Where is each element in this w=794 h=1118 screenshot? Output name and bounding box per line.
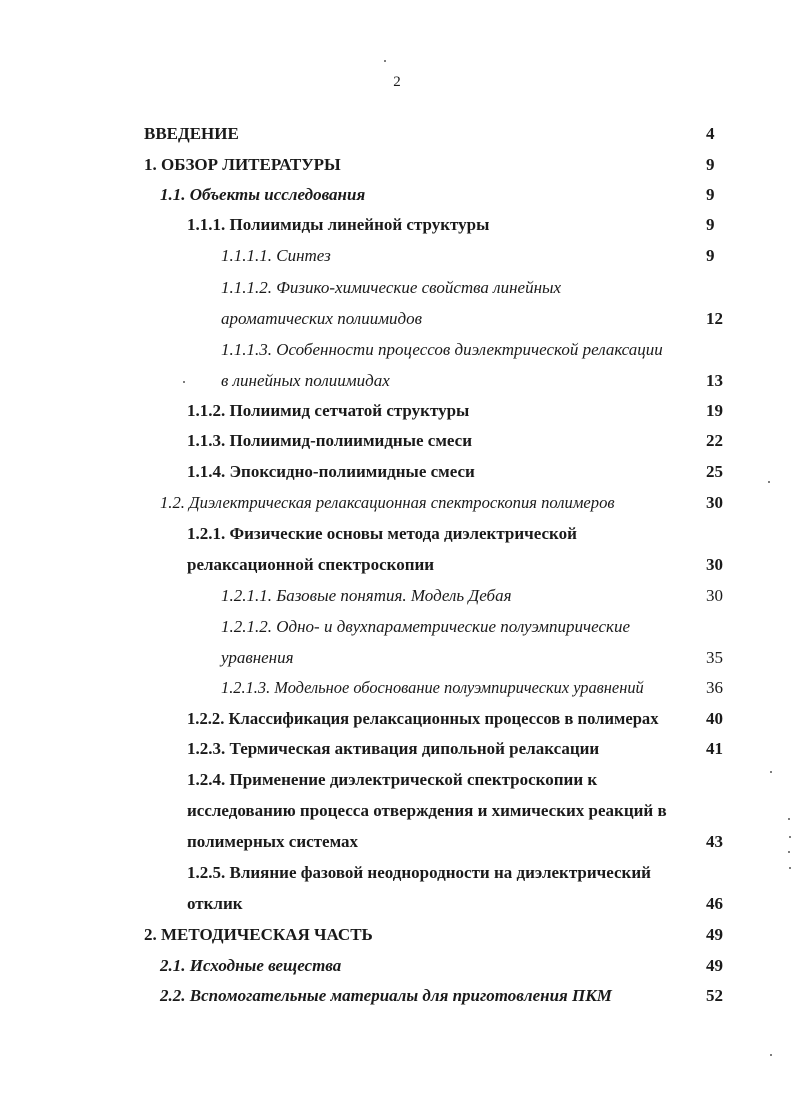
toc-entry-title: 1.2.2. Классификация релаксационных процессов в полимерах [187,709,659,728]
toc-entry-title: ВВЕДЕНИЕ [144,124,239,143]
toc-entry-title: 2.2. Вспомогательные материалы для приготовления ПКМ [160,986,612,1005]
toc-entry-title-continuation: уравнения [221,648,294,667]
toc-entry-page: 30 [706,493,723,512]
toc-entry-page: 52 [706,986,723,1005]
toc-entry-title: 1.2.1.1. Базовые понятия. Модель Дебая [221,586,512,605]
toc-entry-page: 46 [706,894,723,913]
toc-entry-page: 41 [706,739,723,758]
scan-speck [788,818,790,820]
toc-entry-page: 49 [706,956,723,975]
toc-entry-title: 1.2.5. Влияние фазовой неоднородности на диэлектрический [187,863,651,882]
toc-entry-page: 9 [706,155,715,174]
toc-entry-page: 40 [706,709,723,728]
toc-entry-title: 1.2.1. Физические основы метода диэлектрической [187,524,577,543]
toc-entry-page: 43 [706,832,723,851]
toc-entry-title: 1.1.1.1. Синтез [221,246,331,265]
toc-entry-title: 1.2. Диэлектрическая релаксационная спектроскопия полимеров [160,493,615,512]
toc-entry-title: 1.1.1.2. Физико-химические свойства линейных [221,278,562,297]
toc-entry-title: 1.1.1.3. Особенности процессов диэлектрической релаксации [221,340,663,359]
toc-entry-page: 9 [706,185,715,204]
toc-entry-title: 1.1.2. Полиимид сетчатой структуры [187,401,470,420]
toc-entry-page: 19 [706,401,723,420]
toc-entry-page: 9 [706,246,715,265]
toc-entry-page: 22 [706,431,723,450]
scan-speck [789,836,791,838]
toc-entry-title: 1.2.3. Термическая активация дипольной релаксации [187,739,600,758]
toc-entry-page: 4 [706,124,715,143]
scan-speck [770,771,772,773]
toc-entry-page: 49 [706,925,723,944]
toc-entry-page: 9 [706,215,715,234]
toc-entry-title: 2. МЕТОДИЧЕСКАЯ ЧАСТЬ [144,925,373,944]
toc-entry-title-continuation: релаксационной спектроскопии [187,555,435,574]
toc-entry-title-continuation: отклик [187,894,243,913]
scan-speck [770,1054,772,1056]
toc-entry-page: 36 [706,678,723,697]
toc-entry-page: 30 [706,555,723,574]
toc-entry-title-continuation: полимерных системах [187,832,359,851]
toc-entry-title: 1.2.4. Применение диэлектрической спектроскопии к [187,770,598,789]
toc-entry-page: 35 [706,648,723,667]
toc-entry-page: 12 [706,309,723,328]
toc-entry-title: 1.2.1.3. Модельное обоснование полуэмпирических уравнений [221,678,644,697]
toc-entry-page: 30 [706,586,723,605]
toc-entry-page: 25 [706,462,723,481]
toc-entry-title: 1.2.1.2. Одно- и двухпараметрические полуэмпирические [221,617,630,636]
toc-entry-page: 13 [706,371,723,390]
toc-entry-title: 1.1. Объекты исследования [160,185,366,204]
scan-speck [183,381,185,383]
toc-entry-title: 1. ОБЗОР ЛИТЕРАТУРЫ [144,155,341,174]
toc-entry-title: 1.1.3. Полиимид-полиимидные смеси [187,431,473,450]
toc-entry-title-continuation: в линейных полиимидах [221,371,390,390]
scan-speck [768,481,770,483]
scan-speck [789,867,791,869]
toc-entry-title-continuation: исследованию процесса отверждения и химических реакций в [187,801,667,820]
page-number: 2 [393,74,401,90]
scan-speck [384,60,386,62]
toc-entry-title-continuation: ароматических полиимидов [221,309,423,328]
toc-entry-title: 1.1.1. Полиимиды линейной структуры [187,215,490,234]
toc-entry-title: 2.1. Исходные вещества [160,956,342,975]
scan-speck [788,851,790,853]
toc-entry-title: 1.1.4. Эпоксидно-полиимидные смеси [187,462,475,481]
